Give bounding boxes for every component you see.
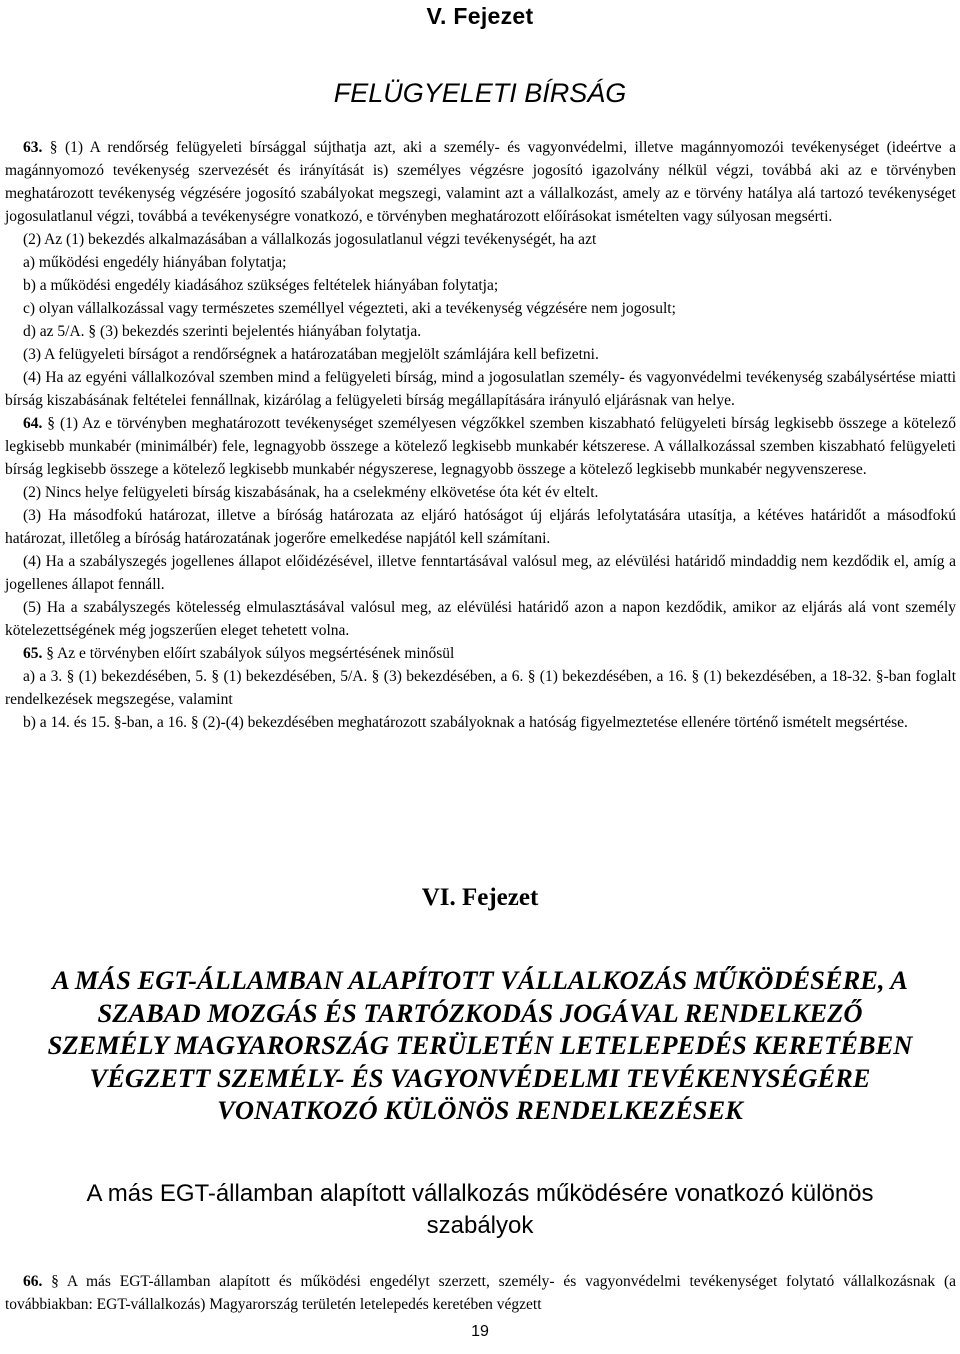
chapter-body [5, 136, 956, 734]
list-item [5, 711, 956, 734]
chapter-title-line: VONATKOZÓ KÜLÖNÖS RENDELKEZÉSEK [217, 1095, 743, 1125]
paragraph-text: b) a működési engedély kiadásához szükséges feltételek hiányában folytatja; [23, 277, 499, 294]
chapter-number: V. Fejezet [426, 3, 534, 29]
paragraph-text: (2) Az (1) bekezdés alkalmazásában a vállalkozás jogosulatlanul végzi tevékenységét, ha azt [23, 231, 597, 248]
chapter-title-line: VÉGZETT SZEMÉLY- ÉS VAGYONVÉDELMI TEVÉKENYSÉGÉRE [89, 1062, 871, 1093]
list-item [5, 251, 956, 274]
section-number: 66. [23, 1273, 43, 1290]
paragraph [5, 481, 956, 504]
list-item [5, 297, 956, 320]
section-subtitle [0, 1178, 960, 1242]
chapter-title-line: A MÁS EGT-ÁLLAMBAN ALAPÍTOTT VÁLLALKOZÁS MŰKÖDÉSÉRE, A [52, 965, 908, 995]
chapter-title: FELÜGYELETI BÍRSÁG [333, 78, 627, 108]
paragraph-text: a) a 3. § (1) bekezdésében, 5. § (1) bekezdésében, 5/A. § (3) bekezdésében, a 6. § (1) bekezdésében, a 16. § (1) bekezdésében, a 18-32. §-ban foglalt rendelkezések megszegése, valamint [5, 668, 956, 708]
chapter-body [5, 1270, 956, 1316]
paragraph-63 [5, 136, 956, 228]
paragraph [5, 366, 956, 412]
paragraph-text: b) a 14. és 15. §-ban, a 16. § (2)-(4) bekezdésében meghatározott szabályoknak a hatóság figyelmeztetése ellenére történő ismételt megsértése. [23, 714, 908, 731]
chapter-title-line: SZABAD MOZGÁS ÉS TARTÓZKODÁS JOGÁVAL RENDELKEZŐ [97, 997, 863, 1028]
paragraph-text: § A más EGT-államban alapított és működési engedélyt szerzett, személy- és vagyonvédelmi tevékenységet folytató vállalkozásnak (a továbbiakban: EGT-vállalkozás) Magyarország területén letelepedés keretében végzett [5, 1273, 956, 1313]
paragraph [5, 343, 956, 366]
section-number: 63. [23, 139, 43, 156]
paragraph-65 [5, 642, 956, 665]
section-number: 65. [23, 645, 43, 662]
paragraph [5, 550, 956, 596]
paragraph-text: (3) Ha másodfokú határozat, illetve a bíróság határozata az eljáró hatóságot új eljárás lefolytatására utasítja, a kétéves határidőt a másodfokú határozat, illetőleg a bíróság határozatának jogerőre emelkedése napjától kell számítani. [5, 507, 956, 547]
paragraph [5, 504, 956, 550]
list-item [5, 320, 956, 343]
paragraph-text: (4) Ha az egyéni vállalkozóval szemben mind a felügyeleti bírság, mind a jogosulatlan személy- és vagyonvédelmi tevékenység szabálysértése miatti bírság kiszabásának feltételei fennállnak, kizárólag a felügyeleti bírság megállapítására irányuló eljárásnak van helye. [5, 369, 956, 409]
paragraph [5, 228, 956, 251]
paragraph-text: (2) Nincs helye felügyeleti bírság kiszabásának, ha a cselekmény elkövetése óta két év eltelt. [23, 484, 599, 501]
section-subtitle-line: A más EGT-államban alapított vállalkozás működésére vonatkozó különös [86, 1180, 874, 1207]
section-subtitle-line: szabályok [426, 1212, 534, 1239]
paragraph-text: (3) A felügyeleti bírságot a rendőrségnek a határozatában megjelölt számlájára kell befizetni. [23, 346, 599, 363]
list-item [5, 665, 956, 711]
paragraph-text: c) olyan vállalkozással vagy természetes személlyel végezteti, aki a tevékenység végzésére nem jogosult; [23, 300, 676, 317]
paragraph-text: a) működési engedély hiányában folytatja; [23, 254, 287, 271]
paragraph-text: § Az e törvényben előírt szabályok súlyos megsértésének minősül [42, 645, 455, 662]
paragraph-66 [5, 1270, 956, 1316]
page-number: 19 [471, 1323, 489, 1340]
chapter-title [0, 964, 960, 1127]
paragraph-text: § (1) A rendőrség felügyeleti bírsággal sújthatja azt, aki a személy- és vagyonvédelmi, illetve magánnyomozói tevékenységet (ideértve a magánnyomozó tevékenység szervezését és irányítását is) személyes végzésre jogosító igazolvány nélkül végzi, továbbá aki az e törvényben meghatározott tevékenység végzésére jogosító szabályokat megszegi, valamint azt a vállalkozást, amely az e törvény hatálya alá tartozó tevékenységet jogosulatlanul végzi, továbbá a tevékenységre vonatkozó, e törvényben meghatározott előírásokat ismételten vagy súlyosan megsérti. [5, 139, 956, 225]
list-item [5, 274, 956, 297]
chapter-number: VI. Fejezet [421, 884, 539, 911]
paragraph-text: (5) Ha a szabályszegés kötelesség elmulasztásával valósul meg, az elévülési határidő azon a napon kezdődik, amikor az eljárás alá vont személy kötelezettségének még jogszerűen eleget tehetett volna. [5, 599, 956, 639]
paragraph-text: d) az 5/A. § (3) bekezdés szerinti bejelentés hiányában folytatja. [23, 323, 422, 340]
paragraph-64 [5, 412, 956, 481]
chapter-title-line: SZEMÉLY MAGYARORSZÁG TERÜLETÉN LETELEPEDÉS KERETÉBEN [47, 1030, 913, 1060]
paragraph-text: § (1) Az e törvényben meghatározott tevékenységet személyesen végzőkkel szemben kiszabható felügyeleti bírság legkisebb összege a kötelező legkisebb munkabér (minimálbér) fele, legnagyobb összege a kötelező legkisebb munkabér kétszerese. A vállalkozással szemben kiszabható felügyeleti bírság legkisebb összege a kötelező legkisebb munkabér négyszerese, legnagyobb összege a kötelező legkisebb munkabér negyvenszerese. [5, 415, 956, 478]
paragraph-text: (4) Ha a szabályszegés jogellenes állapot előidézésével, illetve fenntartásával valósul meg, az elévülési határidő mindaddig nem kezdődik el, amíg a jogellenes állapot fennáll. [5, 553, 956, 593]
paragraph [5, 596, 956, 642]
section-number: 64. [23, 415, 43, 432]
